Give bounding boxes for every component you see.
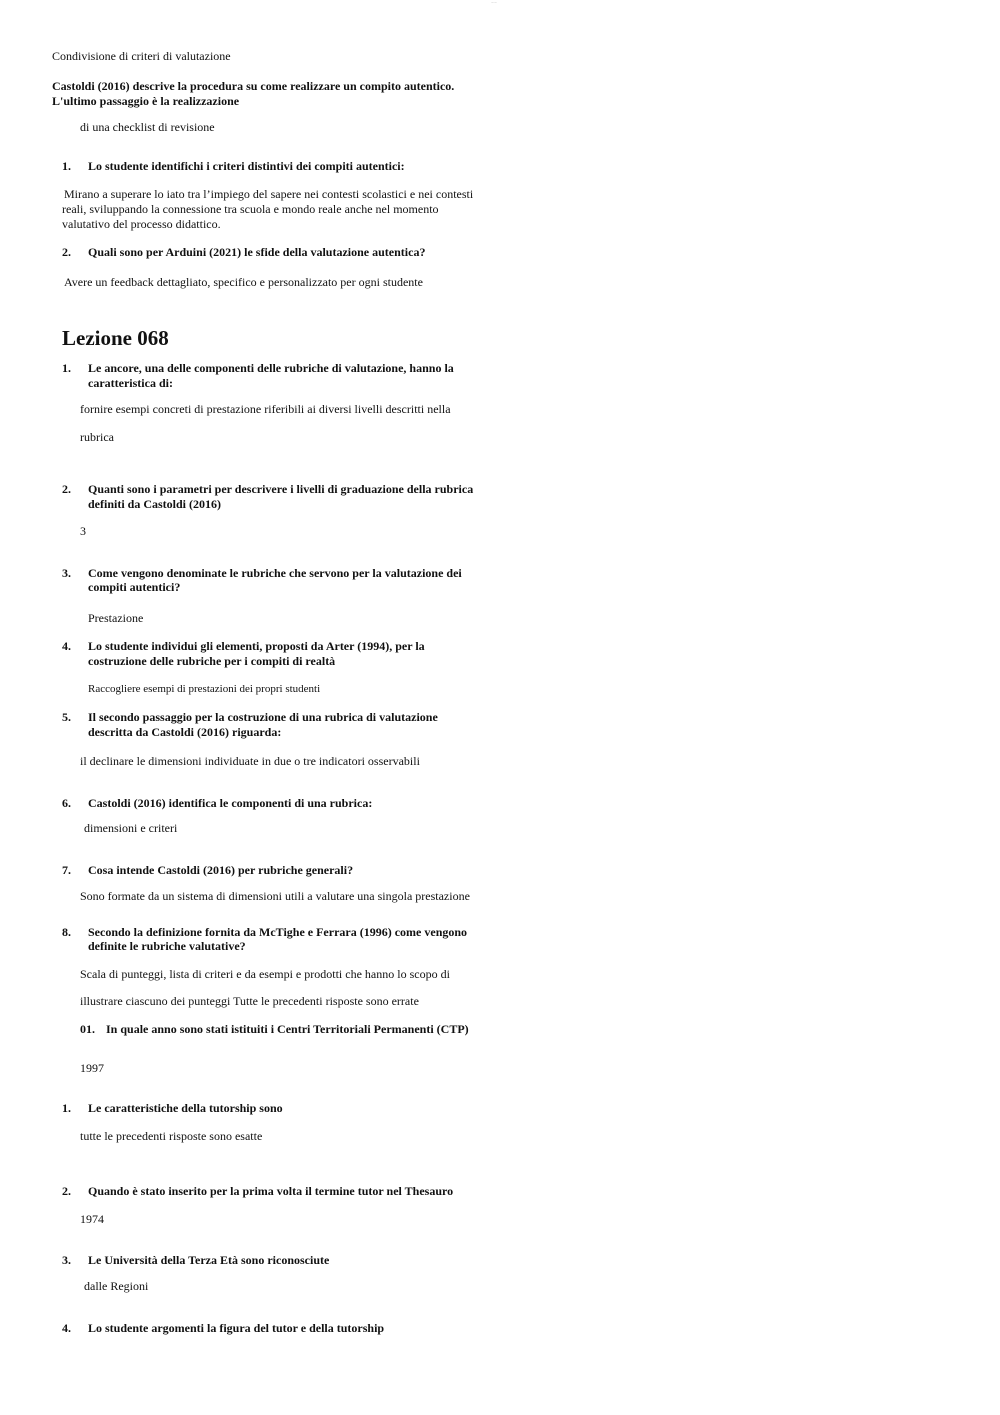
question-text: Le caratteristiche della tutorship sono [88, 1101, 283, 1115]
answer-text: Prestazione [88, 611, 144, 625]
answer-text: reali, sviluppando la connessione tra scuola e mondo reale anche nel momento [62, 202, 439, 216]
answer-text: 1997 [80, 1061, 104, 1075]
question-number: 4. [62, 639, 71, 653]
question-text: costruzione delle rubriche per i compiti di realtà [88, 654, 336, 668]
question-number: 2. [62, 482, 71, 496]
question-number: 7. [62, 863, 71, 877]
lesson-title: Lezione 068 [62, 326, 169, 350]
question-number: 2. [62, 245, 71, 259]
question-text: Quali sono per Arduini (2021) le sfide della valutazione autentica? [88, 245, 426, 259]
question-text: Il secondo passaggio per la costruzione di una rubrica di valutazione [88, 710, 438, 724]
answer-text: dalle Regioni [84, 1279, 149, 1293]
answer-text: valutativo del processo didattico. [62, 217, 221, 231]
question-number: 2. [62, 1184, 71, 1198]
answer-text: il declinare le dimensioni individuate in due o tre indicatori osservabili [80, 754, 420, 768]
answer-text: Raccogliere esempi di prestazioni dei propri studenti [88, 683, 321, 695]
answer-text: illustrare ciascuno dei punteggi Tutte le precedenti risposte sono errate [80, 994, 419, 1008]
question-number: 3. [62, 566, 71, 580]
intro-answer: di una checklist di revisione [80, 120, 215, 134]
question-text: Lo studente individui gli elementi, proposti da Arter (1994), per la [88, 639, 425, 653]
question-text: Lo studente argomenti la figura del tutor e della tutorship [88, 1321, 385, 1335]
answer-text: Avere un feedback dettagliato, specifico e personalizzato per ogni studente [64, 275, 423, 289]
question-number: 01. [80, 1022, 95, 1036]
intro-line: Condivisione di criteri di valutazione [52, 49, 231, 63]
header-mark: ........ [491, 0, 497, 4]
answer-text: Sono formate da un sistema di dimensioni utili a valutare una singola prestazione [80, 889, 470, 903]
answer-text: 1974 [80, 1212, 104, 1226]
answer-text: Scala di punteggi, lista di criteri e da esempi e prodotti che hanno lo scopo di [80, 967, 450, 981]
answer-text: rubrica [80, 430, 114, 444]
question-number: 4. [62, 1321, 71, 1335]
question-text: In quale anno sono stati istituiti i Centri Territoriali Permanenti (CTP) [106, 1022, 469, 1036]
question-text: definiti da Castoldi (2016) [88, 497, 222, 511]
question-number: 1. [62, 159, 71, 173]
question-text: Quando è stato inserito per la prima volta il termine tutor nel Thesauro [88, 1184, 454, 1198]
question-text: Come vengono denominate le rubriche che servono per la valutazione dei [88, 566, 462, 580]
question-text: Lo studente identifichi i criteri distintivi dei compiti autentici: [88, 159, 405, 173]
answer-text: dimensioni e criteri [84, 821, 178, 835]
question-text: Le ancore, una delle componenti delle rubriche di valutazione, hanno la [88, 361, 454, 375]
question-text: Le Università della Terza Età sono riconosciute [88, 1253, 330, 1267]
answer-text: 3 [80, 524, 86, 538]
question-number: 1. [62, 361, 71, 375]
question-number: 8. [62, 925, 71, 939]
question-text: definite le rubriche valutative? [88, 939, 246, 953]
question-number: 3. [62, 1253, 71, 1267]
question-number: 1. [62, 1101, 71, 1115]
question-text: Secondo la definizione fornita da McTighe e Ferrara (1996) come vengono [88, 925, 468, 939]
question-text: caratteristica di: [88, 376, 173, 390]
intro-bold-line-2: L'ultimo passaggio è la realizzazione [52, 94, 240, 108]
question-number: 6. [62, 796, 71, 810]
question-text: compiti autentici? [88, 580, 181, 594]
question-text: descritta da Castoldi (2016) riguarda: [88, 725, 282, 739]
answer-text: tutte le precedenti risposte sono esatte [80, 1129, 263, 1143]
question-text: Cosa intende Castoldi (2016) per rubriche generali? [88, 863, 354, 877]
question-number: 5. [62, 710, 71, 724]
answer-text: Mirano a superare lo iato tra l’impiego del sapere nei contesti scolastici e nei contesti [64, 187, 474, 201]
intro-bold-line-1: Castoldi (2016) descrive la procedura su come realizzare un compito autentico. [52, 79, 455, 93]
question-text: Castoldi (2016) identifica le componenti di una rubrica: [88, 796, 373, 810]
question-text: Quanti sono i parametri per descrivere i livelli di graduazione della rubrica [88, 482, 474, 496]
answer-text: fornire esempi concreti di prestazione riferibili ai diversi livelli descritti nella [80, 402, 451, 416]
